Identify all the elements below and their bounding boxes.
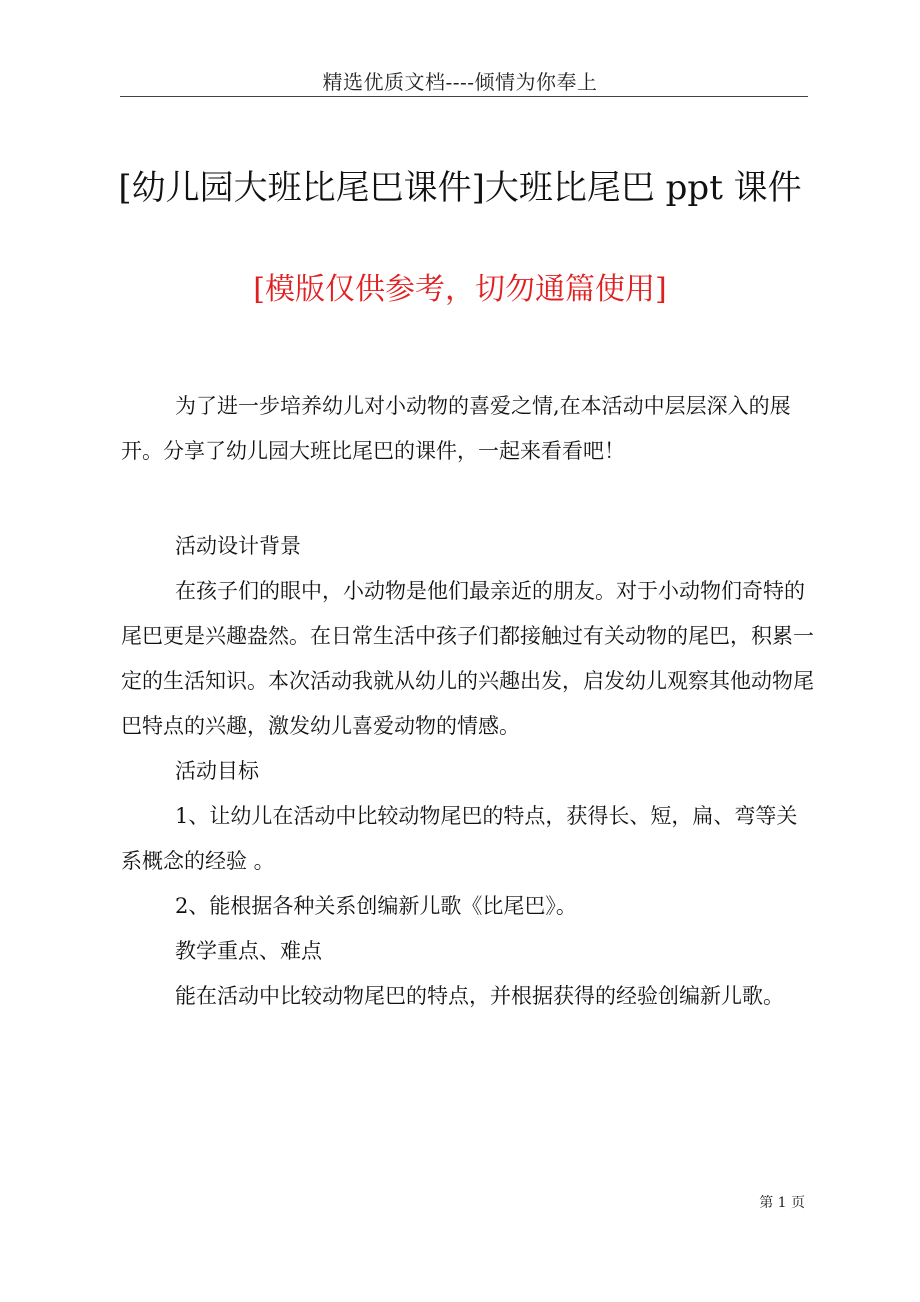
- section-heading-goals: 活动目标: [175, 759, 259, 783]
- document-title: [幼儿园大班比尾巴课件]大班比尾巴 ppt 课件: [118, 168, 802, 208]
- goal-item-1: 1、让幼儿在活动中比较动物尾巴的特点，获得长、短，扁、弯等关系概念的经验 。: [121, 804, 798, 873]
- background-paragraph: 在孩子们的眼中，小动物是他们最亲近的朋友。对于小动物们奇特的尾巴更是兴趣盎然。在日常生活中孩子们都接触过有关动物的尾巴，积累一定的生活知识。本次活动我就从幼儿的兴趣出发，启发幼儿观察其他动物尾巴特点的兴趣，激发幼儿喜爱动物的情感。: [121, 579, 814, 738]
- goal-item-2: 2、能根据各种关系创编新儿歌《比尾巴》。: [175, 894, 577, 918]
- key-points-paragraph: 能在活动中比较动物尾巴的特点，并根据获得的经验创编新儿歌。: [175, 984, 784, 1008]
- intro-section: [121, 384, 815, 474]
- page-number: 第 1 页: [759, 1195, 805, 1211]
- section-heading-key-points: 教学重点、难点: [175, 939, 322, 963]
- intro-paragraph: 为了进一步培养幼儿对小动物的喜爱之情,在本活动中层层深入的展开。分享了幼儿园大班比尾巴的课件，一起来看看吧！: [121, 394, 791, 463]
- section-heading-background: 活动设计背景: [175, 534, 301, 558]
- main-content: [121, 524, 815, 1019]
- template-notice: [模版仅供参考，切勿通篇使用]: [253, 272, 667, 307]
- header-divider: [120, 96, 808, 97]
- page-header: 精选优质文档----倾情为你奉上: [322, 70, 598, 94]
